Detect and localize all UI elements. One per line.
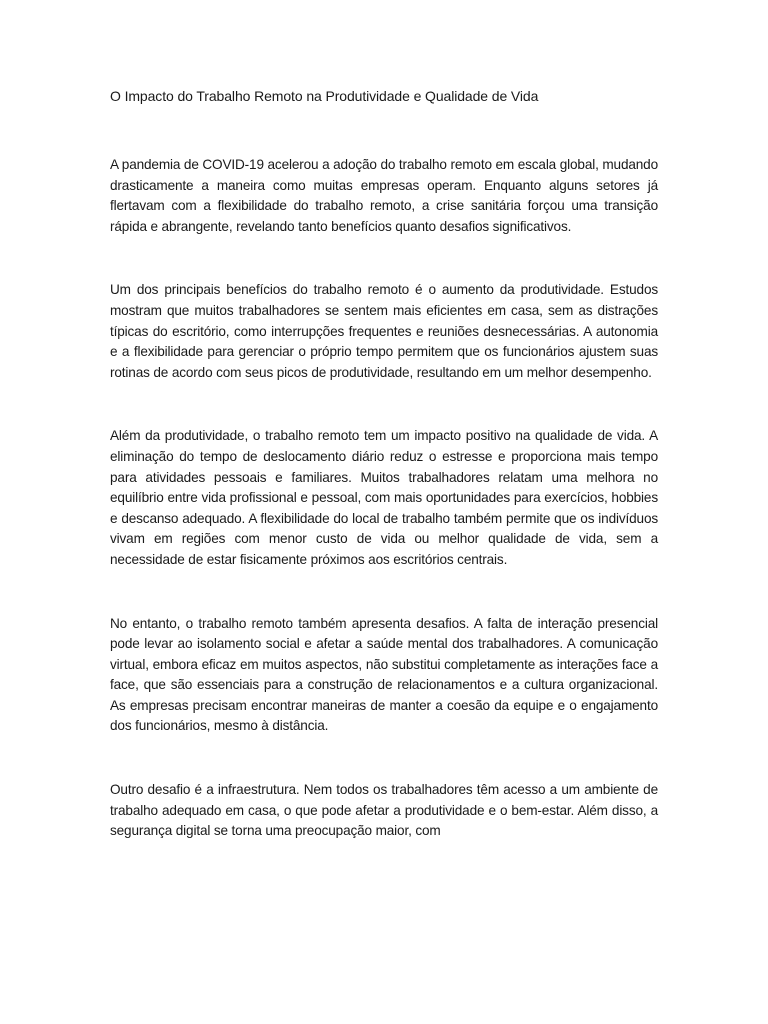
document-body [110,86,658,842]
paragraph-infrastructure: Outro desafio é a infraestrutura. Nem todos os trabalhadores têm acesso a um ambiente de trabalho adequado em casa, o que pode afetar a produtividade e o bem-estar. Além disso, a segurança digital se torna uma preocupação maior, com [110,782,658,839]
paragraph-quality-of-life: Além da produtividade, o trabalho remoto tem um impacto positivo na qualidade de vida. A eliminação do tempo de deslocamento diário reduz o estresse e proporciona mais tempo para atividades pessoais e familiares. Muitos trabalhadores relatam uma melhora no equilíbrio entre vida profissional e pessoal, com mais oportunidades para exercícios, hobbies e descanso adequado. A flexibilidade do local de trabalho também permite que os indivíduos vivam em regiões com menor custo de vida ou melhor qualidade de vida, sem a necessidade de estar fisicamente próximos aos escritórios centrais. [110,428,658,567]
paragraph-intro: A pandemia de COVID-19 acelerou a adoção do trabalho remoto em escala global, mudando drasticamente a maneira como muitas empresas operam. Enquanto alguns setores já flertavam com a flexibilidade do trabalho remoto, a crise sanitária forçou uma transição rápida e abrangente, revelando tanto benefícios quanto desafios significativos. [110,157,658,234]
paragraph-productivity: Um dos principais benefícios do trabalho remoto é o aumento da produtividade. Estudos mostram que muitos trabalhadores se sentem mais eficientes em casa, sem as distrações típicas do escritório, como interrupções frequentes e reuniões desnecessárias. A autonomia e a flexibilidade para gerenciar o próprio tempo permitem que os funcionários ajustem suas rotinas de acordo com seus picos de produtividade, resultando em um melhor desempenho. [110,282,658,380]
document-title: O Impacto do Trabalho Remoto na Produtividade e Qualidade de Vida [110,88,539,104]
paragraph-challenges: No entanto, o trabalho remoto também apresenta desafios. A falta de interação presencial pode levar ao isolamento social e afetar a saúde mental dos trabalhadores. A comunicação virtual, embora eficaz em muitos aspectos, não substitui completamente as interações face a face, que são essenciais para a construção de relacionamentos e a cultura organizacional. As empresas precisam encontrar maneiras de manter a coesão da equipe e o engajamento dos funcionários, mesmo à distância. [110,615,658,734]
